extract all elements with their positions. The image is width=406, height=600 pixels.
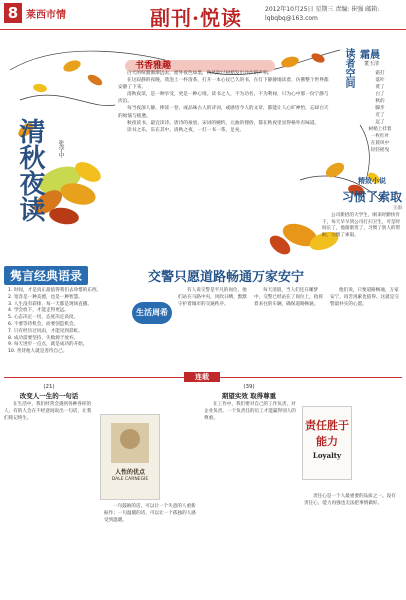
book-subtitle: Loyalty (312, 451, 342, 460)
feature-paragraph: 有人说交警是平凡的岗位，他们站在马路中央，风吹日晒，默默守护着城市的交通秩序。 (178, 288, 247, 307)
quote-item: 8. 成功需要坚持，失败源于放弃。 (8, 335, 79, 341)
micro-fiction-tag: 精致小说 (358, 177, 386, 185)
quote-item: 10. 善待他人就是善待自己。 (8, 349, 68, 355)
book-title: 责任胜于能力 (305, 419, 349, 448)
book-cover-art (101, 415, 159, 499)
poem-author: 董玉清 (364, 61, 380, 67)
essay-paragraph: 读书之乐，乐在其中。清秋之夜，一灯一书一茶，足矣。 (127, 127, 245, 133)
poem-sidebar (340, 42, 402, 182)
feature-column (254, 288, 324, 308)
poem-line: 在晨风中 (370, 141, 390, 146)
feature-paragraph: 每天清晨，当人们还在睡梦中，交警已经站在了岗位上，指挥着来往的车辆，确保道路畅通。 (254, 288, 323, 307)
poem-line: 白了 (375, 92, 385, 97)
micro-fiction-author: 王雨 (392, 206, 402, 211)
feature-title: 交警只愿道路畅通万家安宁 (148, 270, 305, 285)
micro-fiction-title: 习惯了索取 (342, 190, 403, 204)
serial-column (304, 494, 398, 508)
serial-column (104, 504, 200, 525)
poem-line: 一枚红叶 (370, 134, 390, 139)
poem-line: 轻轻摇曳 (370, 148, 390, 153)
micro-fiction (320, 176, 404, 262)
feature-column (178, 288, 248, 308)
poem-line: 秋的 (375, 99, 385, 104)
quote-item: 9. 每天进步一点点，就是成功的开始。 (8, 342, 88, 348)
serial-column (4, 402, 94, 423)
serial-divider (4, 372, 402, 382)
serial-right (204, 384, 402, 598)
quotes-list (8, 288, 124, 356)
quotes-heading: 隽言经典语录 (4, 266, 88, 285)
quote-item: 1. 时间，才是真正最值得我们去珍惜的东西。 (8, 288, 102, 293)
page-header (0, 0, 406, 30)
poem-line: 黄了 (375, 85, 385, 90)
page-number: 8 (4, 3, 22, 23)
serial-title: 期望实效 取得尊重 (221, 392, 277, 400)
essay-byline: 张学中 (57, 140, 64, 158)
quotes-section (4, 262, 124, 370)
book-author: DALE CARNEGIE (111, 477, 149, 482)
book-title: 人性的优点 (114, 469, 145, 476)
poem-line: 树梢上挂着 (368, 127, 392, 132)
poem-line: 脚步 (375, 106, 385, 111)
poem-line: 近了 (375, 113, 385, 118)
serial-paragraph: 在生活中，我们经常会遇到各种各样的人，有的人会在不经意间说出一句话，让我们铭记终生。 (4, 402, 92, 421)
essay-body (118, 70, 333, 262)
reader-space-tag: 读者空间 (343, 48, 354, 88)
essay-paragraph: 清秋夜读，是一种享受，更是一种心境。读书之人，不为功名，不为利禄，只为心中那一份宁静与淡泊。 (118, 92, 329, 105)
serial-label: 连载 (184, 372, 220, 382)
serial-number: (39) (243, 384, 255, 390)
essay-paragraph: 秋夜读书，最宜读诗。唐诗的豪放，宋词的婉约，元曲的俚俗，都在秋夜里显得格外有味道。 (127, 120, 320, 126)
essay-paragraph: 白天的喧嚣渐渐远去，窗外夜色如墨，秋风吹过树梢发出沙沙的声响。 (127, 71, 273, 76)
feature-column (330, 288, 400, 308)
serial-paragraph: 责任心是一个人最重要的品质之一。没有责任心，能力再强也无法把事情做好。 (304, 494, 396, 506)
poem-line: 落叶 (375, 78, 385, 83)
date-line: 2012年10月25日 星期三 责编: 崔强 邮箱: lqbqbq@163.com (265, 6, 380, 22)
serial-paragraph: 在工作中，我们要对自己的工作负责，对企业负责。一个负责任的员工才能赢得别人的尊重。 (204, 402, 296, 421)
poem-line: 远了 (375, 120, 385, 125)
poem-title: 霜晨 (360, 50, 380, 61)
essay-paragraph: 在这寂静的夜晚，我泡上一杯清茶，打开一本心仪已久的书，在灯下静静地读着，仿佛整个世界都安静了下来。 (118, 78, 329, 91)
serial-left (4, 384, 202, 598)
poem-line: 霜打 (375, 71, 385, 76)
quote-item: 7. 只有经历过风雨，才能见到彩虹。 (8, 328, 83, 334)
feature-paragraph: 他们说，只要道路畅通，万家安宁，再苦再累也值得。这就是交警最朴实的心愿。 (330, 288, 399, 307)
feature-article (128, 262, 402, 368)
book-cover (302, 406, 352, 480)
section-title: 副刊·悦读 (150, 6, 242, 30)
micro-fiction-text: 公司新招的大学生，刚来时勤快肯干，每天早早到公司打扫卫生，可是时间长了，他渐渐变了，习惯了别人的帮助，习惯了索取。 (322, 212, 401, 239)
poem-lines (358, 70, 402, 154)
quote-item: 5. 心态决定一切，态度决定高度。 (8, 315, 79, 321)
serial-paragraph: 一句鼓励的话，可以让一个失意的人重新振作；一句温暖的话，可以让一个孤独的人感受到温暖。 (104, 504, 196, 523)
quote-item: 6. 不要等待机会，而要创造机会。 (8, 321, 79, 327)
essay-banner-label: 书香雅趣 (135, 61, 172, 71)
quote-item: 2. 宽容是一种美德，也是一种智慧。 (8, 294, 83, 300)
book-cover (100, 414, 160, 500)
micro-fiction-body (322, 206, 402, 240)
quote-item: 4. 学会放下，才能走得更远。 (8, 308, 69, 314)
feature-tag: 生活周希 (132, 302, 172, 324)
serial-column (204, 402, 296, 423)
essay-paragraph: 每当夜深人静，捧读一卷，或品味古人的诗词，或感悟今人的文章，都能让人心旷神怡，忘却白天的烦恼与疲惫。 (118, 106, 329, 119)
essay-title: 清秋夜读 (15, 118, 45, 222)
serial-number: (21) (43, 384, 55, 390)
serial-title: 改变人一生的一句话 (19, 392, 79, 400)
quote-item: 3. 人生没有彩排，每一天都是现场直播。 (8, 301, 92, 307)
paper-name: 莱西市情 (26, 10, 66, 21)
